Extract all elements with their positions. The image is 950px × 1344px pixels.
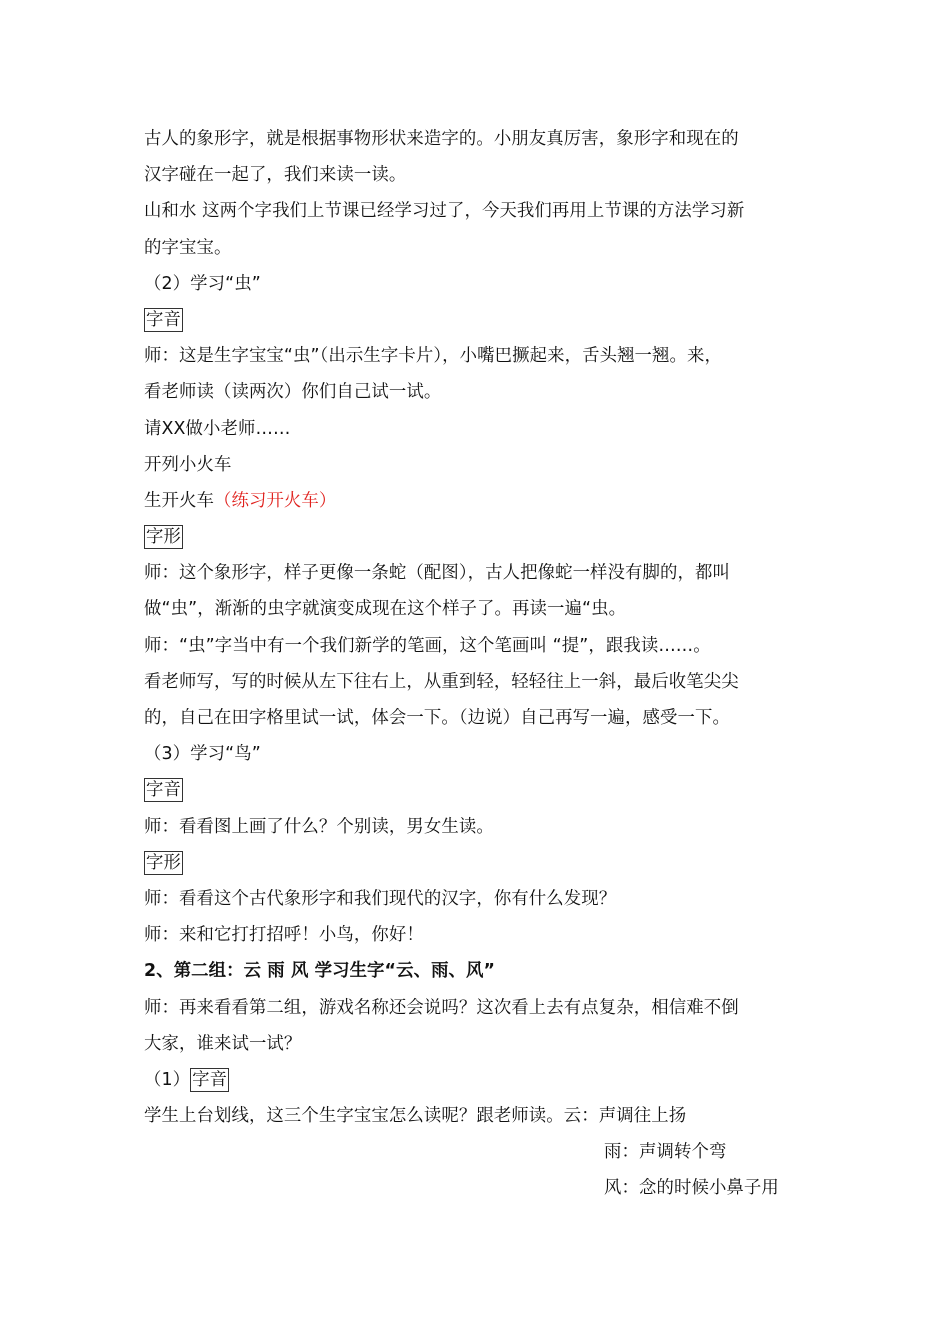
- text-line: 汉字碰在一起了，我们来读一读。: [144, 165, 407, 186]
- boxed-label-pronunciation: 字音: [192, 1069, 228, 1090]
- text-line-indented: 雨：声调转个弯: [604, 1142, 727, 1163]
- text-line: 请XX做小老师……: [144, 418, 291, 439]
- text-line: 大家，谁来试一试？: [144, 1033, 302, 1054]
- boxed-label-line: [144, 302, 824, 338]
- boxed-label-pronunciation: 字音: [146, 309, 181, 330]
- text-line: 师：这是生字宝宝“虫”（出示生字卡片），小嘴巴撅起来，舌头翘一翘。来，: [144, 346, 723, 367]
- document-body: [144, 121, 824, 1207]
- text-line: 师：来和它打打招呼！小鸟，你好！: [144, 925, 424, 946]
- text-line: 的字宝宝。: [144, 237, 232, 258]
- boxed-label-shape: 字形: [146, 527, 181, 548]
- boxed-label-line: [144, 845, 824, 881]
- text-line: [144, 483, 824, 519]
- boxed-label-shape: 字形: [146, 852, 181, 873]
- section-heading: （3）学习“鸟”: [144, 744, 261, 765]
- text-line: 师：看看这个古代象形字和我们现代的汉字，你有什么发现？: [144, 888, 617, 909]
- text-line: 师：“虫”字当中有一个我们新学的笔画，这个笔画叫 “提”，跟我读……。: [144, 635, 711, 656]
- text-line: 古人的象形字，就是根据事物形状来造字的。小朋友真厉害，象形字和现在的: [144, 129, 739, 149]
- text-line: 师：这个象形字，样子更像一条蛇（配图），古人把像蛇一样没有脚的，都叫: [144, 563, 730, 584]
- text-span: 生开火车: [144, 490, 214, 511]
- text-line: 师：看看图上画了什么？个别读，男女生读。: [144, 816, 494, 837]
- boxed-label-line: [144, 519, 824, 555]
- boxed-label-line: [144, 1062, 824, 1098]
- group-heading: 2、第二组：云 雨 风 学习生字“云、雨、风”: [144, 961, 496, 982]
- text-line: 看老师写，写的时候从左下往右上，从重到轻，轻轻往上一斜，最后收笔尖尖: [144, 671, 739, 692]
- text-line: 开列小火车: [144, 454, 232, 475]
- section-heading: （2）学习“虫”: [144, 273, 261, 294]
- text-line: 师：再来看看第二组，游戏名称还会说吗？这次看上去有点复杂，相信难不倒: [144, 997, 739, 1018]
- text-line: 看老师读（读两次）你们自己试一试。: [144, 382, 442, 403]
- text-line: 做“虫”，渐渐的虫字就演变成现在这个样子了。再读一遍“虫。: [144, 599, 627, 620]
- text-line-indented: 风：念的时候小鼻子用: [604, 1178, 779, 1199]
- red-annotation: （练习开火车）: [213, 490, 337, 511]
- boxed-label-pronunciation: 字音: [146, 780, 181, 801]
- list-number: （1）: [144, 1069, 191, 1090]
- text-line: 学生上台划线，这三个生字宝宝怎么读呢？跟老师读。云：声调往上扬: [144, 1106, 687, 1127]
- boxed-label-line: [144, 772, 824, 808]
- text-line: 的，自己在田字格里试一试，体会一下。（边说）自己再写一遍，感受一下。: [144, 708, 730, 728]
- text-line: 山和水 这两个字我们上节课已经学习过了，今天我们再用上节课的方法学习新: [144, 201, 745, 222]
